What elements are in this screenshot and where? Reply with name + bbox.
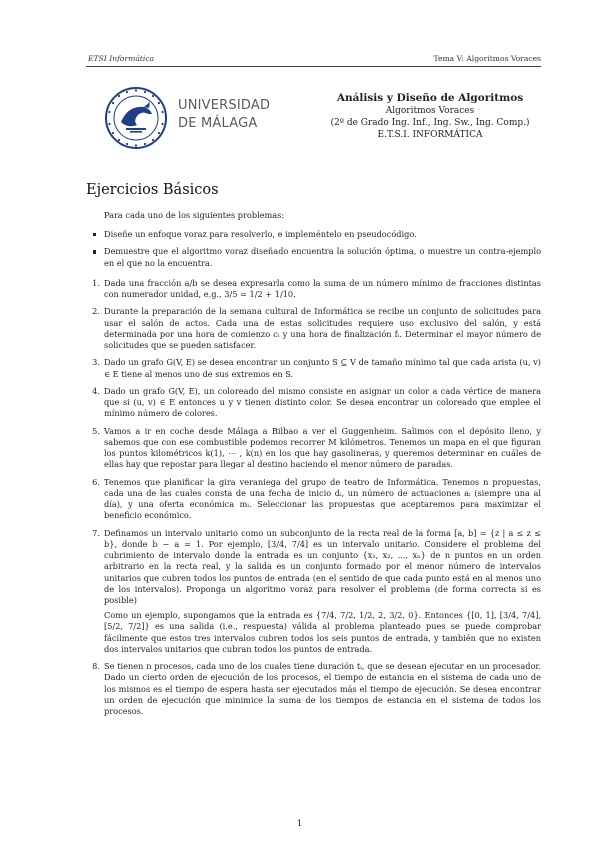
problem-number: 1 . — [86, 278, 100, 289]
running-header-left: ETSI Informática — [88, 54, 155, 63]
university-name — [178, 97, 270, 133]
instruction-list — [86, 229, 541, 269]
course-info — [320, 91, 540, 141]
university-name-line1: UNIVERSIDAD — [178, 98, 271, 113]
problem-item — [86, 357, 541, 379]
university-seal-icon — [104, 86, 168, 150]
header-rule — [86, 66, 541, 67]
problem-number: 4 . — [86, 386, 100, 397]
problem-item — [86, 426, 541, 471]
problem-item — [86, 528, 541, 655]
problem-text: Durante la preparación de la semana cultural de Informática se recibe un conjunto de solicitudes para usar el salón de actos. Cada una de estas solicitudes requiere uso exclusivo del salón, y está determinada por una hora de comienzo cᵢ y una hora de finalización fᵢ. Determinar el mayor número de solicitudes que se pueden satisfacer. — [104, 306, 541, 351]
instruction-item: Diseñe un enfoque voraz para resolverlo, e impleméntelo en pseudocódigo. — [86, 229, 541, 240]
problem-number: 8 . — [86, 661, 100, 672]
exercise-content — [86, 210, 541, 723]
problem-item — [86, 661, 541, 717]
section-title: Ejercicios Básicos — [86, 182, 219, 198]
problem-text: Se tienen n procesos, cada uno de los cuales tiene duración tᵢ, que se desean ejecutar en un procesador. Dado un cierto orden de ejecución de los procesos, el tiempo de estancia en el sistema de cada uno de los mismos es el tiempo de espera hasta ser ejecutados más el tiempo de ejecución. Se desea encontrar un orden de ejecución que minimice la suma de los tiempos de estancia en el sistema de todos los procesos. — [104, 661, 541, 717]
problem-text: Definamos un intervalo unitario como un subconjunto de la recta real de la forma [a, b] = {z | a ≤ z ≤ b}, donde b − a = 1. Por ejemplo, [3/4, 7/4] es un intervalo unitario. Considere el problema del cubrimiento de intervalo donde la entrada es un conjunto {x₁, x₂, ..., xₙ} de n puntos en un orden arbitrario en la recta real, y la salida es un conjunto formado por el menor número de intervalos unitarios que cubren todos los puntos de entrada (en el sentido de que cada punto está en al menos uno de los intervalos). Proponga un algoritmo voraz para resolver el problema (de forma correcta si es posible) — [104, 527, 541, 606]
problem-text: Dado un grafo G(V, E), un coloreado del mismo consiste en asignar un color a cada vértice de manera que si (u, v) ∈ E entonces u y v tienen distinto color. Se desea encontrar un coloreado que emplee el mínimo número de colores. — [104, 386, 541, 419]
problem-item — [86, 278, 541, 300]
problem-text: Dada una fracción a/b se desea expresarla como la suma de un número mínimo de fracciones distintas con numerador unidad, e.g., 3/5 = 1/2 + 1/10. — [104, 277, 541, 300]
problem-text: Vamos a ir en coche desde Málaga a Bilbao a ver el Guggenheim. Salimos con el depósito lleno, y sabemos que con ese combustible podemos recorrer M kilómetros. Tenemos un mapa en el que figuran los puntos kilométricos k(1), ⋯ , k(n) en los que hay gasolineras, y queremos determinar en cuáles de ellas hay que repostar para llegar al destino haciendo el menor número de paradas. — [104, 425, 541, 470]
instruction-item: Demuestre que el algoritmo voraz diseñado encuentra la solución óptima, o muestre un contra-ejemplo en el que no la encuentra. — [86, 246, 541, 268]
problem-number: 3 . — [86, 357, 100, 368]
problem-text: Tenemos que planificar la gira veraniega del grupo de teatro de Informática. Tenemos n propuestas, cada una de las cuales consta de una fecha de inicio dᵢ, un número de actuaciones aᵢ (siempre una al día), y una oferta económica mᵢ. Seleccionar las propuestas que aceptaremos para maximizar el beneficio económico. — [104, 476, 541, 521]
problem-number: 6 . — [86, 477, 100, 488]
problem-text: Dado un grafo G(V, E) se desea encontrar un conjunto S ⊆ V de tamaño mínimo tal que cada arista (u, v) ∈ E tiene al menos uno de sus extremos en S. — [104, 357, 541, 379]
university-name-line2: DE MÁLAGA — [178, 116, 258, 131]
course-school: E.T.S.I. INFORMÁTICA — [377, 130, 483, 140]
problem-item — [86, 306, 541, 351]
page-number: 1 — [296, 818, 303, 828]
problem-number: 2 . — [86, 306, 100, 317]
course-title: Análisis y Diseño de Algoritmos — [336, 92, 524, 104]
problem-item — [86, 477, 541, 522]
problem-number: 5 . — [86, 426, 100, 437]
problem-item — [86, 386, 541, 420]
university-logo — [104, 86, 274, 146]
problem-number: 7 . — [86, 528, 100, 539]
problem-example-text: Como un ejemplo, supongamos que la entrada es {7/4, 7/2, 1/2, 2, 3/2, 0}. Entonces {[0, 1], [3/4, 7/4], [5/2, 7/2]} es una salida (i.e., respuesta) válida al problema planteado pues se puede comprobar fácilmente que estos tres intervalos cubren todos los seis puntos de entrada, y también que no existen dos intervalos unitarios que cubran todos los puntos de entrada. — [104, 610, 541, 654]
course-subtitle: Algoritmos Voraces — [385, 106, 475, 116]
problem-list — [86, 278, 541, 717]
running-header-right: Tema V: Algoritmos Voraces — [433, 54, 541, 63]
section-intro: Para cada uno de los siguientes problemas: — [104, 210, 285, 220]
course-degrees: (2º de Grado Ing. Inf., Ing. Sw., Ing. Comp.) — [330, 118, 530, 128]
